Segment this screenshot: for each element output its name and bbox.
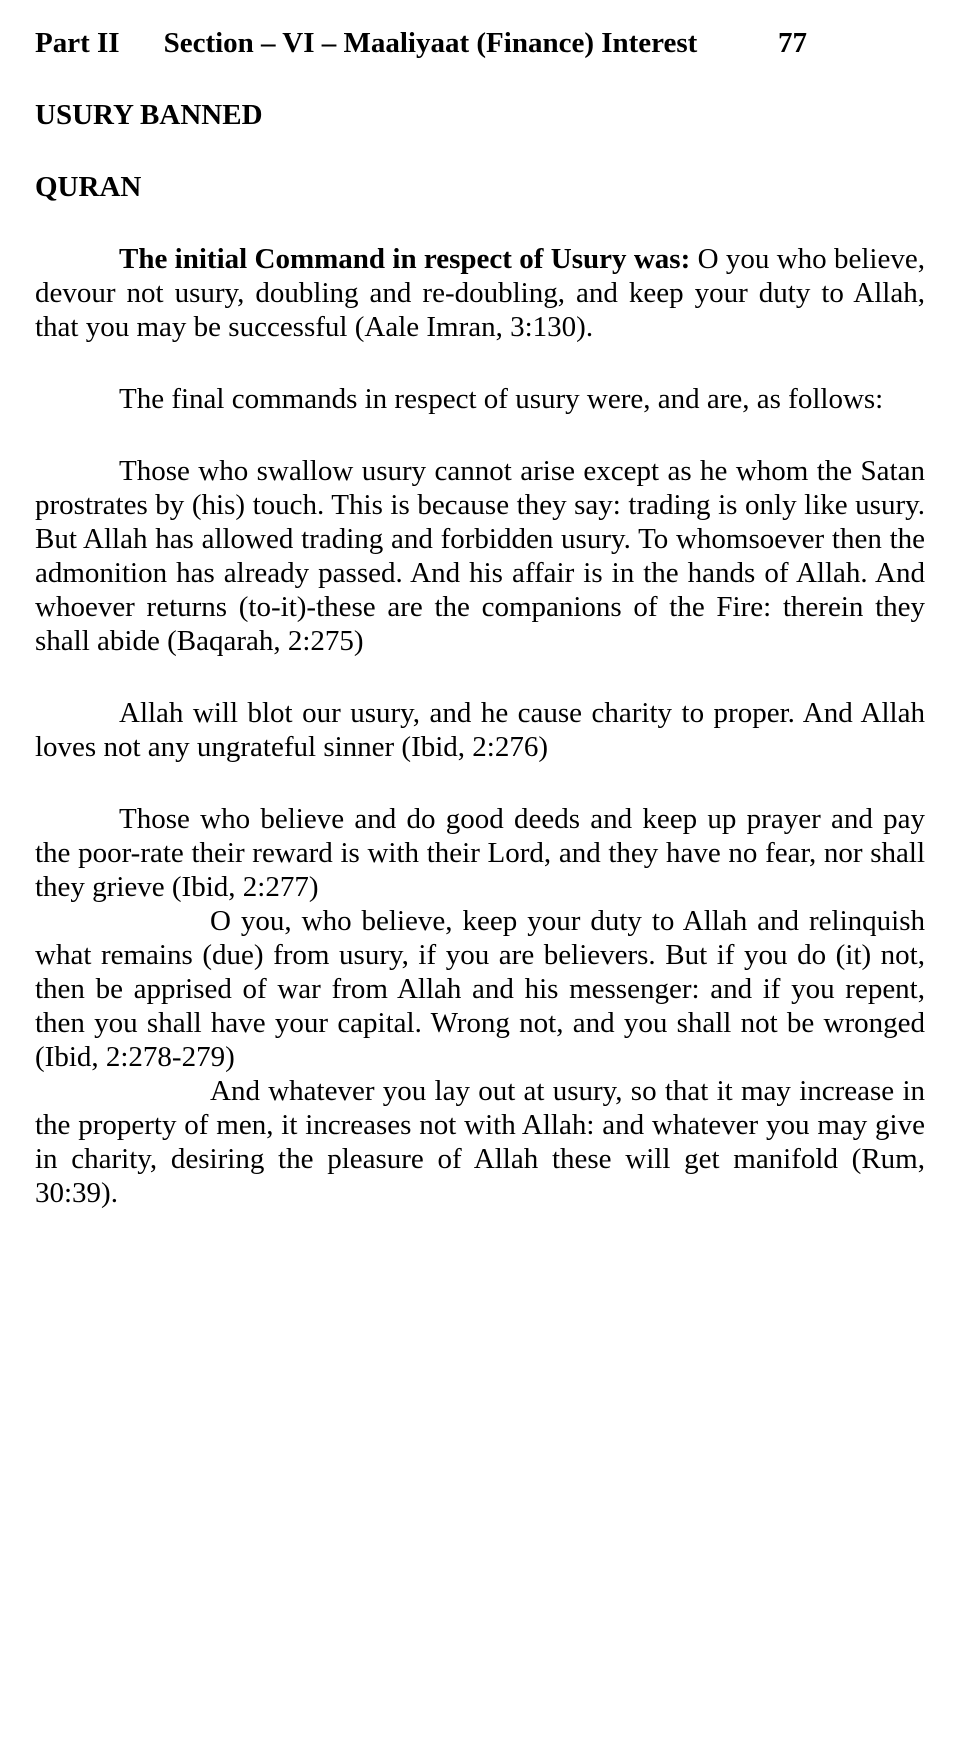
paragraph-rum-30-39: And whatever you lay out at usury, so that it may increase in the property of men, it increases not with Allah: and whatever you may give in charity, desiring the pleasure of Allah these will get manifold (Rum, 30:39). xyxy=(35,1075,925,1209)
header-page-number: 77 xyxy=(778,27,807,59)
paragraph-final-commands: The final commands in respect of usury were, and are, as follows: xyxy=(119,383,884,415)
paragraph-ibid-278-279: O you, who believe, keep your duty to Allah and relinquish what remains (due) from usury, if you are believers. But if you do (it) not, then be apprised of war from Allah and his messenger: and if you repent, then you shall have your capital. Wrong not, and you shall not be wronged (Ibid, 2:278-279) xyxy=(35,905,925,1073)
heading-quran: QURAN xyxy=(35,171,142,203)
paragraph-text: O you who believe, devour not usury, doubling and re-doubling, and keep your duty to Allah, that you may be successful (Aale Imran, 3:130). xyxy=(35,243,925,343)
paragraph-ibid-276: Allah will blot our usury, and he cause charity to proper. And Allah loves not any ungrateful sinner (Ibid, 2:276) xyxy=(35,697,925,763)
header-part-label: Part II xyxy=(35,27,120,59)
paragraph-initial-command xyxy=(35,242,925,344)
paragraph-baqarah-275: Those who swallow usury cannot arise except as he whom the Satan prostrates by (his) touch. This is because they say: trading is only like usury. But Allah has allowed trading and forbidden usury. To whomsoever then the admonition has already passed. And his affair is in the hands of Allah. And whoever returns (to-it)-these are the companions of the Fire: therein they shall abide (Baqarah, 2:275) xyxy=(35,455,925,657)
running-header xyxy=(35,26,925,60)
header-section-title: Section – VI – Maaliyaat (Finance) Interest xyxy=(163,27,698,59)
heading-usury-banned: USURY BANNED xyxy=(35,99,263,131)
paragraph-lead: The initial Command in respect of Usury was: xyxy=(119,243,691,275)
paragraph-ibid-277: Those who believe and do good deeds and keep up prayer and pay the poor-rate their reward is with their Lord, and they have no fear, nor shall they grieve (Ibid, 2:277) xyxy=(35,803,925,903)
